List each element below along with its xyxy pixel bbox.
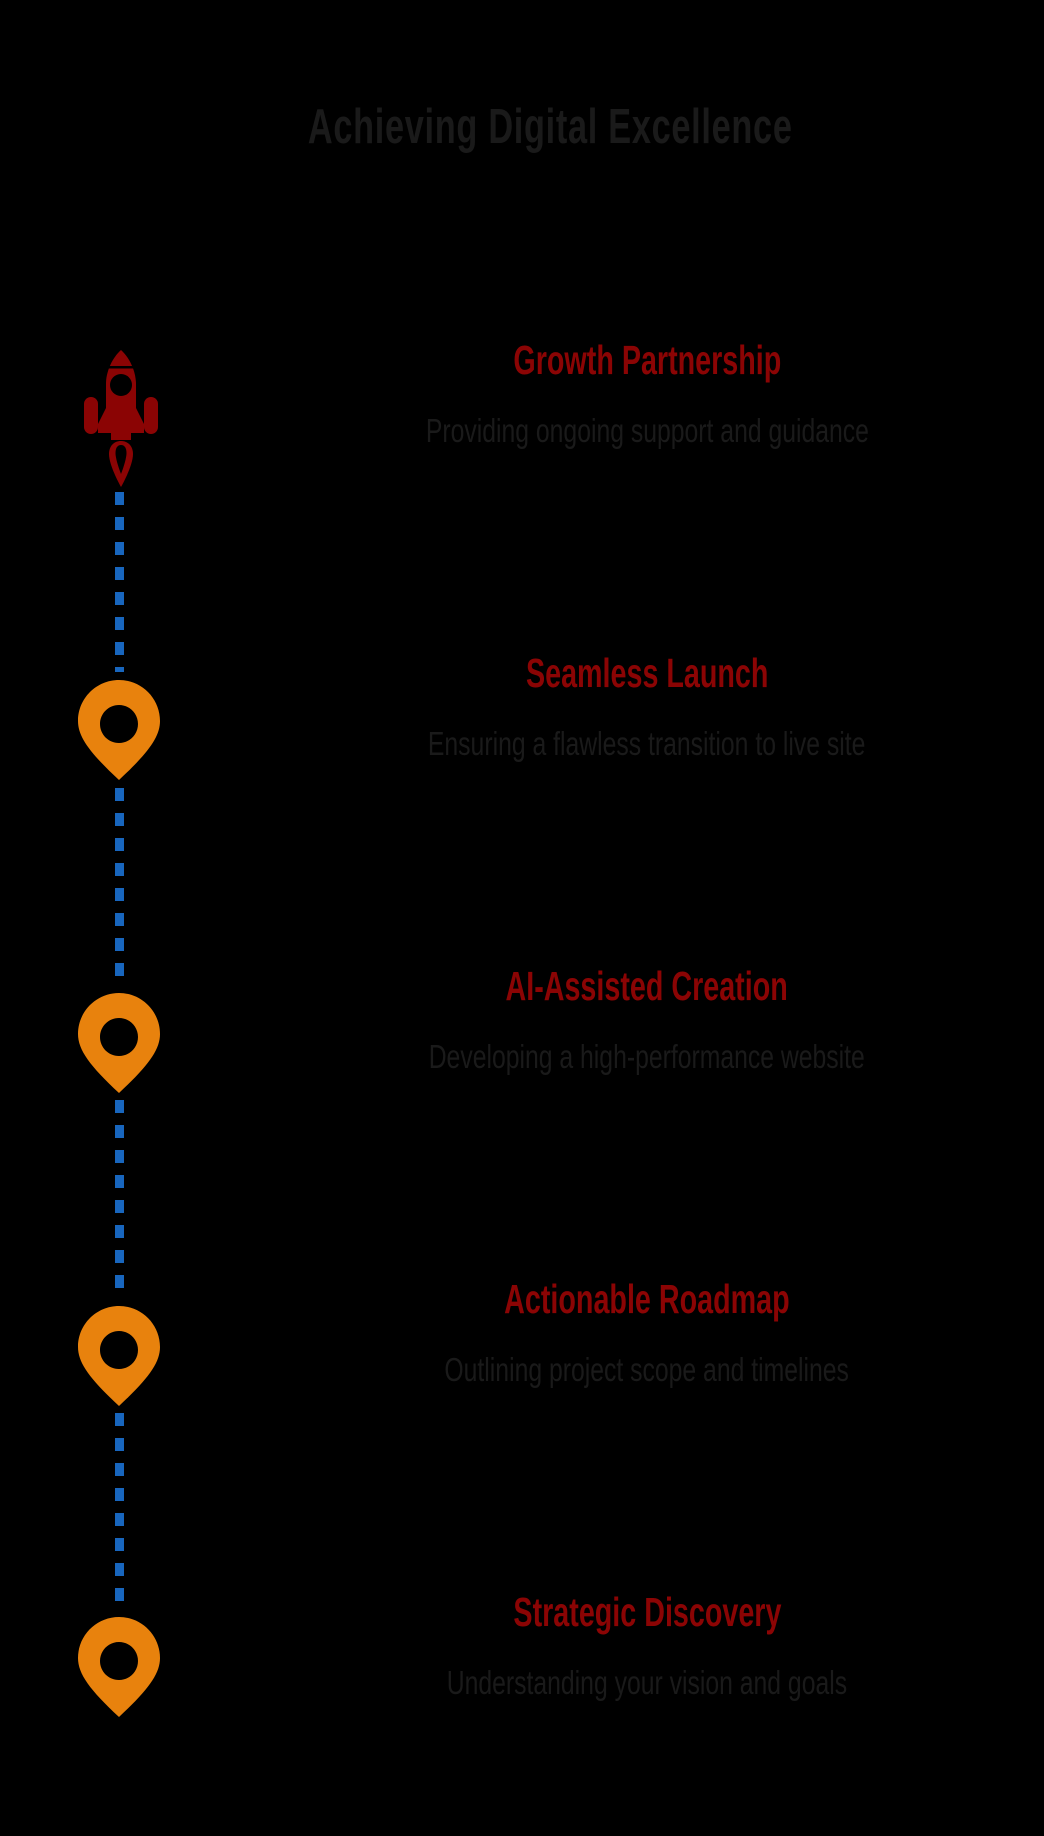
step-subtitle: Outlining project scope and timelines xyxy=(444,1351,850,1388)
step-title: Growth Partnership xyxy=(513,337,781,383)
step-title: Actionable Roadmap xyxy=(504,1276,790,1322)
timeline-step-actionable-roadmap xyxy=(250,1276,1044,1388)
step-title: Seamless Launch xyxy=(525,650,769,696)
rocket-icon xyxy=(83,348,159,488)
timeline-step-strategic-discovery xyxy=(250,1589,1044,1701)
timeline-dashed-line xyxy=(115,1413,124,1611)
map-pin-icon xyxy=(78,680,160,780)
map-pin-icon xyxy=(78,993,160,1093)
step-title: Strategic Discovery xyxy=(512,1589,781,1635)
step-subtitle: Developing a high-performance website xyxy=(428,1038,866,1075)
timeline-step-ai-assisted-creation xyxy=(250,963,1044,1075)
timeline-step-growth-partnership xyxy=(250,337,1044,449)
step-title: AI-Assisted Creation xyxy=(505,963,789,1009)
timeline-dashed-line xyxy=(115,1100,124,1296)
map-pin-icon xyxy=(78,1617,160,1717)
timeline-step-seamless-launch xyxy=(250,650,1044,762)
timeline-dashed-line xyxy=(115,492,124,672)
page-title xyxy=(56,100,1044,154)
step-subtitle: Providing ongoing support and guidance xyxy=(425,412,869,449)
map-pin-icon xyxy=(78,1306,160,1406)
timeline-dashed-line xyxy=(115,788,124,984)
page-title-text: Achieving Digital Excellence xyxy=(307,100,793,154)
step-subtitle: Understanding your vision and goals xyxy=(446,1664,848,1701)
step-subtitle: Ensuring a flawless transition to live site xyxy=(428,725,866,762)
